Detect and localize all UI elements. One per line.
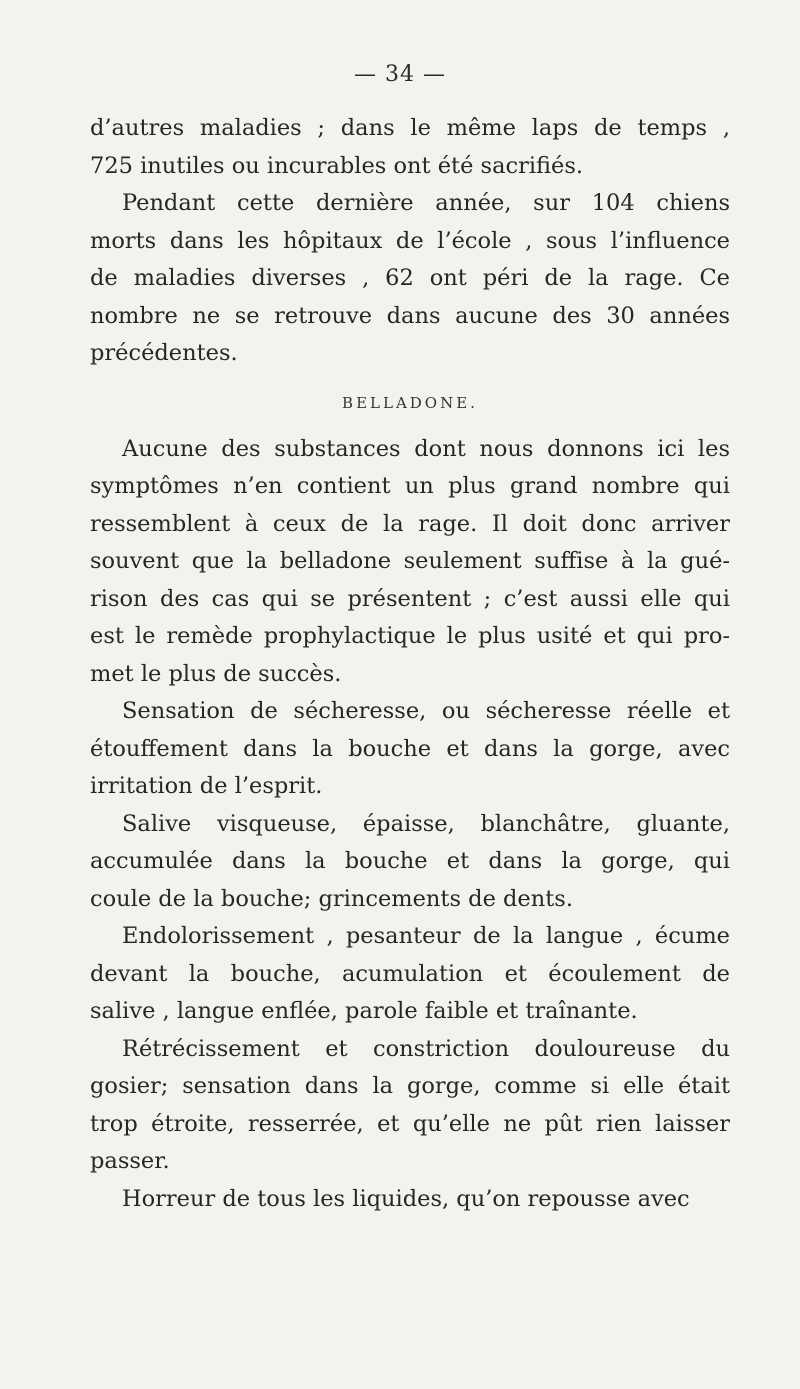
- paragraph: [90, 185, 730, 373]
- text-line: morts dans les hôpitaux de l’école , sous l’influence: [90, 227, 730, 254]
- text-line: gosier; sensation dans la gorge, comme si elle était: [90, 1073, 730, 1099]
- paragraph: [90, 806, 730, 919]
- page-number: — 34 —: [354, 62, 446, 87]
- paragraph: [90, 1031, 730, 1181]
- text-line: coule de la bouche; grincements de dents.: [90, 885, 573, 912]
- text-line: 725 inutiles ou incurables ont été sacrifiés.: [90, 152, 584, 179]
- text-line: d’autres maladies ; dans le même laps de temps ,: [90, 115, 730, 141]
- text-line: Horreur de tous les liquides, qu’on repousse avec: [122, 1185, 690, 1212]
- text-line: trop étroite, resserrée, et qu’elle ne pût rien laisser: [90, 1110, 730, 1137]
- text-line: étouffement dans la bouche et dans la gorge, avec: [90, 735, 730, 762]
- text-line: nombre ne se retrouve dans aucune des 30 années: [90, 302, 730, 329]
- text-line: Aucune des substances dont nous donnons ici les: [122, 435, 730, 462]
- text-line: précédentes.: [90, 340, 238, 366]
- text-line: Salive visqueuse, épaisse, blanchâtre, gluante,: [122, 810, 730, 837]
- paragraph: [90, 431, 730, 694]
- text-line: accumulée dans la bouche et dans la gorge, qui: [90, 848, 730, 874]
- text-line: salive , langue enflée, parole faible et traînante.: [90, 998, 638, 1024]
- text-line: Endolorissement , pesanteur de la langue , écume: [122, 923, 730, 949]
- text-line: Pendant cette dernière année, sur 104 chiens: [122, 190, 730, 216]
- text-line: passer.: [90, 1148, 170, 1174]
- text-line: Rétrécissement et constriction douloureuse du: [122, 1035, 730, 1062]
- paragraph: [90, 110, 730, 185]
- text-line: Sensation de sécheresse, ou sécheresse réelle et: [122, 698, 730, 724]
- text-line: met le plus de succès.: [90, 660, 342, 687]
- text-line: devant la bouche, acumulation et écoulement de: [90, 960, 730, 987]
- paragraph: [90, 1181, 730, 1219]
- section-heading: BELLADONE.: [342, 393, 478, 412]
- paragraph: [90, 693, 730, 806]
- text-line: souvent que la belladone seulement suffise à la gué-: [90, 548, 730, 574]
- text-line: symptômes n’en contient un plus grand nombre qui: [90, 473, 730, 499]
- text-line: ressemblent à ceux de la rage. Il doit donc arriver: [90, 510, 730, 537]
- paragraph: [90, 918, 730, 1031]
- text-line: est le remède prophylactique le plus usité et qui pro-: [90, 623, 730, 649]
- text-line: irritation de l’esprit.: [90, 773, 323, 799]
- text-line: de maladies diverses , 62 ont péri de la rage. Ce: [90, 265, 730, 291]
- text-line: rison des cas qui se présentent ; c’est aussi elle qui: [90, 585, 730, 612]
- body-text: [90, 110, 730, 1218]
